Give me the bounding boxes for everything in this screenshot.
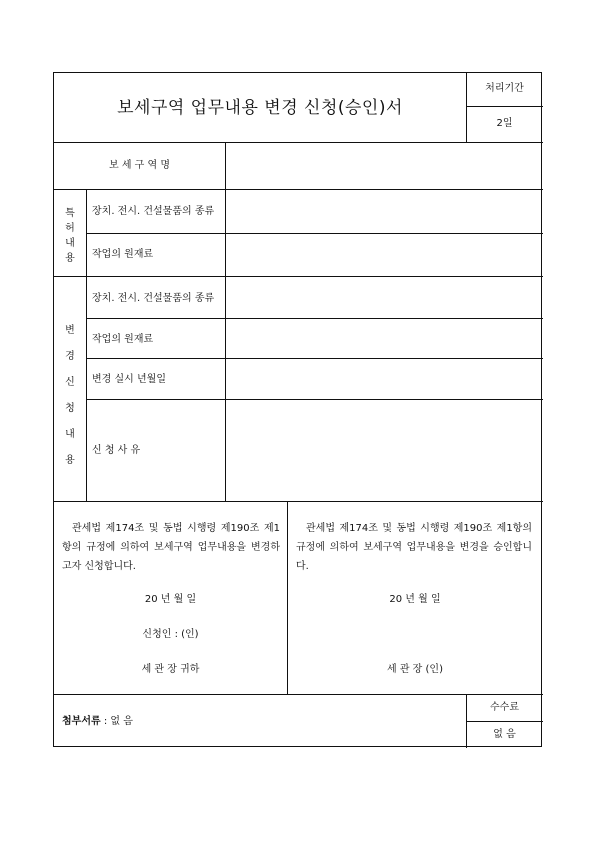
attachments-label: 첨부서류 xyxy=(62,716,101,727)
permit-section-char: 내 xyxy=(65,238,75,249)
attachments xyxy=(62,717,133,727)
processing-period-value: 2일 xyxy=(496,118,513,129)
footer-divider xyxy=(54,694,543,695)
permit-section-char: 허 xyxy=(65,223,75,234)
application-date: 20 년 월 일 xyxy=(144,594,197,605)
change-section-char: 내 xyxy=(65,429,75,440)
permit-section-divider xyxy=(54,276,543,277)
approval-signature: 세 관 장 (인) xyxy=(387,664,443,675)
application-form xyxy=(53,72,542,747)
permit-row-divider xyxy=(86,233,543,234)
section-column-line xyxy=(86,189,87,501)
change-section-label xyxy=(63,321,77,477)
applicant-line: 신청인 : (인) xyxy=(142,629,199,640)
fee-value: 없 음 xyxy=(493,729,516,740)
attachments-value: : 없 음 xyxy=(100,716,133,727)
permit-material-label: 작업의 원재료 xyxy=(92,249,154,260)
change-equipment-label: 장치. 전시. 건설물품의 종류 xyxy=(92,293,215,304)
change-material-label: 작업의 원재료 xyxy=(92,334,154,345)
change-section-char: 신 xyxy=(65,377,75,388)
form-title: 보세구역 업무내용 변경 신청(승인)서 xyxy=(117,98,403,118)
approval-date: 20 년 월 일 xyxy=(389,594,441,605)
processing-period-label: 처리기간 xyxy=(485,83,524,94)
approval-statement: 관세법 제174조 및 동법 시행령 제190조 제1항의 규정에 의하여 보세구역 업무내용을 변경을 승인합니다. xyxy=(296,523,532,572)
change-section-char: 변 xyxy=(65,325,75,336)
change-section-char: 청 xyxy=(65,403,75,414)
change-row-divider-3 xyxy=(86,399,543,400)
header-divider xyxy=(54,142,543,143)
reason-label: 신 청 사 유 xyxy=(92,445,141,456)
fee-divider xyxy=(466,721,543,722)
change-section-char: 용 xyxy=(65,455,75,466)
permit-section-label xyxy=(63,204,77,264)
permit-equipment-label: 장치. 전시. 건설물품의 종류 xyxy=(92,206,215,217)
application-addressee: 세 관 장 귀하 xyxy=(141,664,200,675)
period-divider xyxy=(466,106,543,107)
permit-section-char: 특 xyxy=(65,208,75,219)
change-row-divider-1 xyxy=(86,318,543,319)
value-column-line xyxy=(225,142,226,501)
area-row-divider xyxy=(54,189,543,190)
application-statement: 관세법 제174조 및 동법 시행령 제190조 제1항의 규정에 의하여 보세구역 업무내용을 변경하고자 신청합니다. xyxy=(62,523,280,572)
change-section-char: 경 xyxy=(65,351,75,362)
change-row-divider-2 xyxy=(86,358,543,359)
fee-label: 수수료 xyxy=(490,702,519,713)
bonded-area-name-label: 보 세 구 역 명 xyxy=(108,160,170,171)
permit-section-char: 용 xyxy=(65,253,75,264)
change-date-label: 변경 실시 년월일 xyxy=(92,374,166,385)
statement-divider xyxy=(54,501,543,502)
